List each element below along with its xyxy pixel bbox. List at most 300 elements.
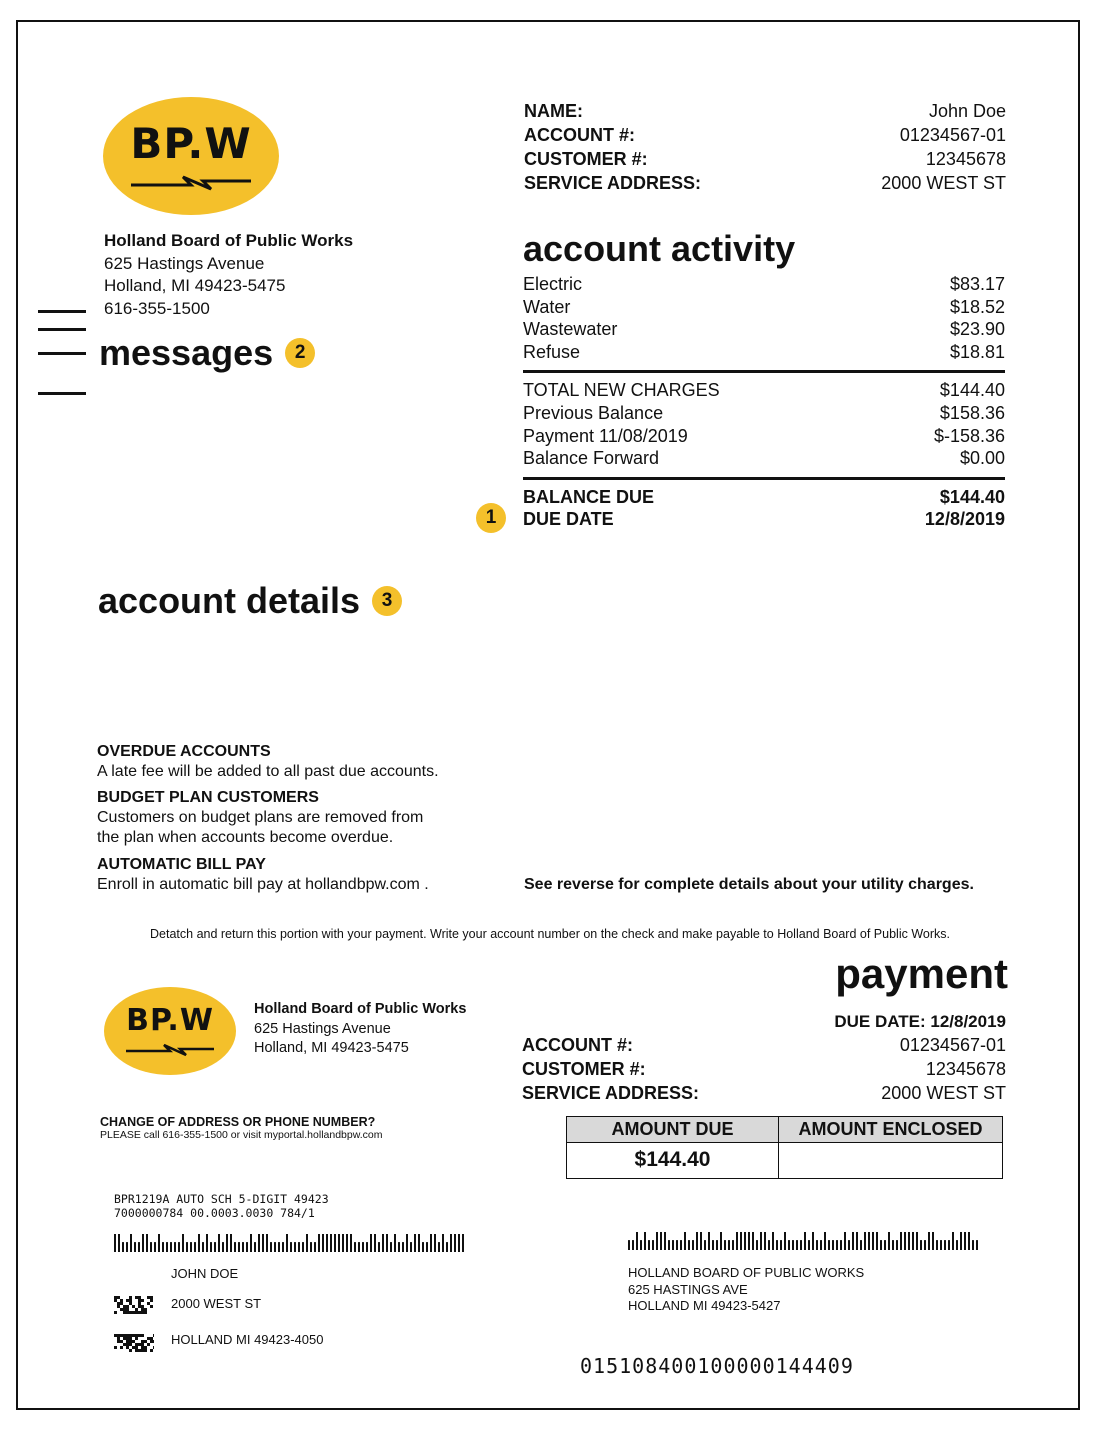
remit-address-line: HOLLAND MI 49423-5427 <box>628 1298 781 1313</box>
barcode-bar <box>402 1242 404 1252</box>
barcode-bar <box>246 1242 248 1252</box>
barcode-bar <box>628 1240 630 1250</box>
barcode-bar <box>202 1242 204 1252</box>
barcode-bar <box>864 1232 866 1250</box>
stub-account-info <box>522 1033 1006 1105</box>
autopay-text: Enroll in automatic bill pay at hollandbpw.com . <box>97 876 429 893</box>
account-details-title: account details <box>98 580 361 621</box>
qr-module <box>132 1340 135 1343</box>
barcode-bar <box>948 1240 950 1250</box>
qr-module <box>114 1299 117 1302</box>
barcode-bar <box>816 1240 818 1250</box>
barcode-bar <box>928 1232 930 1250</box>
barcode-bar <box>688 1240 690 1250</box>
stub-account-value: 01234567-01 <box>899 1035 1006 1055</box>
barcode-bar <box>880 1240 882 1250</box>
messages-section <box>99 332 315 374</box>
barcode-bar <box>840 1240 842 1250</box>
notes <box>97 742 517 895</box>
barcode-bar <box>446 1242 448 1252</box>
qr-module <box>135 1343 138 1346</box>
stub-info-row <box>522 1057 1006 1081</box>
barcode-bar <box>648 1240 650 1250</box>
barcode-bar <box>366 1242 368 1252</box>
sender-name: Holland Board of Public Works <box>104 231 354 250</box>
barcode-bar <box>462 1234 464 1252</box>
qr-module <box>123 1308 126 1311</box>
stub-sender-address <box>254 1000 466 1059</box>
barcode-bar <box>162 1242 164 1252</box>
qr-module <box>120 1299 123 1302</box>
qr-module <box>135 1337 138 1340</box>
ocr-scanline: 015108400100000144409 <box>580 1354 854 1378</box>
barcode-bar <box>892 1240 894 1250</box>
sender-street: 625 Hastings Avenue <box>104 253 265 273</box>
qr-module <box>144 1349 147 1352</box>
bpw-logo <box>103 97 279 215</box>
qr-module <box>138 1349 141 1352</box>
barcode-bar <box>414 1234 416 1252</box>
barcode-bar <box>876 1232 878 1250</box>
barcode-bar <box>238 1242 240 1252</box>
amount-due-value: $144.40 <box>634 1148 711 1171</box>
barcode-bar <box>736 1232 738 1250</box>
due-date-row <box>523 508 1005 531</box>
account-activity-title: account activity <box>523 228 796 269</box>
barcode-bar <box>406 1234 408 1252</box>
barcode-bar <box>374 1234 376 1252</box>
amount-due-cell <box>567 1117 779 1178</box>
badge-2: 2 <box>285 338 315 368</box>
qr-module <box>144 1340 147 1343</box>
barcode-bar <box>852 1232 854 1250</box>
barcode-bar <box>808 1240 810 1250</box>
barcode-bar <box>940 1240 942 1250</box>
qr-module <box>129 1340 132 1343</box>
barcode-bar <box>708 1232 710 1250</box>
barcode-bar <box>968 1232 970 1250</box>
barcode-bar <box>860 1240 862 1250</box>
customer-number-value: 12345678 <box>925 149 1006 169</box>
barcode-bar <box>672 1240 674 1250</box>
qr-module <box>141 1305 144 1308</box>
barcode-bar <box>114 1234 116 1252</box>
barcode-bar <box>768 1240 770 1250</box>
barcode-bar <box>756 1240 758 1250</box>
barcode-bar <box>178 1242 180 1252</box>
qr-module <box>114 1311 117 1314</box>
lightning-bolt-icon <box>104 987 236 1075</box>
see-reverse-note: See reverse for complete details about your utility charges. <box>524 876 974 893</box>
barcode-bar <box>644 1232 646 1250</box>
charge-amount: $18.52 <box>949 296 1005 317</box>
barcode-bar <box>118 1234 120 1252</box>
barcode-bar <box>418 1234 420 1252</box>
barcode-bar <box>780 1240 782 1250</box>
qr-module <box>123 1334 126 1337</box>
stub-info-row <box>522 1033 1006 1057</box>
qr-module <box>150 1299 153 1302</box>
barcode-bar <box>664 1232 666 1250</box>
barcode-bar <box>382 1234 384 1252</box>
barcode-bar <box>792 1240 794 1250</box>
barcode-bar <box>138 1242 140 1252</box>
mail-codes <box>114 1192 329 1220</box>
name-value: John Doe <box>928 101 1006 121</box>
qr-module <box>144 1308 147 1311</box>
barcode-bar <box>800 1240 802 1250</box>
qr-module <box>135 1296 138 1299</box>
mail-code-line: BPR1219A AUTO SCH 5-DIGIT 49423 <box>114 1192 329 1206</box>
barcode-bar <box>924 1240 926 1250</box>
change-of-address <box>100 1115 383 1141</box>
barcode-bar <box>270 1242 272 1252</box>
barcode-bar <box>326 1234 328 1252</box>
barcode-bar <box>174 1242 176 1252</box>
divider <box>523 370 1005 373</box>
barcode-bar <box>812 1232 814 1250</box>
barcode-bar <box>278 1242 280 1252</box>
barcode-bar <box>282 1242 284 1252</box>
account-info-row <box>524 147 1006 171</box>
barcode-bar <box>784 1232 786 1250</box>
barcode-bar <box>262 1234 264 1252</box>
barcode-bar <box>680 1240 682 1250</box>
qr-module <box>141 1299 144 1302</box>
qr-module <box>126 1308 129 1311</box>
badge-1: 1 <box>476 503 506 533</box>
remit-address <box>628 1265 864 1315</box>
barcode-bar <box>728 1240 730 1250</box>
service-address-label: SERVICE ADDRESS: <box>524 173 702 193</box>
barcode-bar <box>788 1240 790 1250</box>
charge-label: Refuse <box>523 341 581 362</box>
barcode-bar <box>378 1242 380 1252</box>
charge-amount: $18.81 <box>949 341 1005 362</box>
barcode-bar <box>210 1242 212 1252</box>
summary-amount: $0.00 <box>959 448 1005 469</box>
qr-module <box>141 1343 144 1346</box>
barcode-bar <box>134 1242 136 1252</box>
barcode-bar <box>748 1232 750 1250</box>
barcode-bar <box>740 1232 742 1250</box>
barcode-bar <box>454 1234 456 1252</box>
barcode-bar <box>386 1234 388 1252</box>
barcode-bar <box>936 1240 938 1250</box>
qr-module <box>138 1311 141 1314</box>
change-text: PLEASE call 616-355-1500 or visit myportal.hollandbpw.com <box>100 1129 383 1141</box>
barcode-bar <box>760 1232 762 1250</box>
barcode-bar <box>776 1240 778 1250</box>
qr-module <box>141 1308 144 1311</box>
qr-module <box>135 1349 138 1352</box>
qr-module <box>129 1311 132 1314</box>
barcode-bar <box>744 1232 746 1250</box>
barcode-bar <box>310 1242 312 1252</box>
qr-module <box>141 1340 144 1343</box>
barcode-bar <box>358 1242 360 1252</box>
qr-module <box>117 1302 120 1305</box>
customer-address-line: JOHN DOE <box>171 1266 239 1281</box>
qr-module <box>129 1302 132 1305</box>
barcode-bar <box>190 1242 192 1252</box>
qr-module <box>126 1337 129 1340</box>
barcode-bar <box>684 1232 686 1250</box>
barcode-bar <box>338 1234 340 1252</box>
barcode-bar <box>724 1240 726 1250</box>
qr-module <box>129 1343 132 1346</box>
barcode-bar <box>410 1242 412 1252</box>
charge-row <box>523 318 1005 341</box>
charge-amount: $83.17 <box>949 274 1005 294</box>
autopay-heading: AUTOMATIC BILL PAY <box>97 856 266 873</box>
qr-module <box>147 1302 150 1305</box>
barcode-bar <box>254 1242 256 1252</box>
stub-sender-name: Holland Board of Public Works <box>254 1001 467 1017</box>
barcode-bar <box>346 1234 348 1252</box>
qr-module <box>120 1340 123 1343</box>
qr-module <box>132 1305 135 1308</box>
qr-module <box>153 1346 154 1349</box>
barcode-bar <box>266 1234 268 1252</box>
barcode-bar <box>632 1240 634 1250</box>
barcode-bar <box>888 1232 890 1250</box>
barcode-bar <box>330 1234 332 1252</box>
sender-phone: 616-355-1500 <box>104 298 210 318</box>
barcode-bar <box>896 1240 898 1250</box>
qr-module <box>141 1349 144 1352</box>
barcode-bar <box>804 1232 806 1250</box>
barcode-bar <box>222 1242 224 1252</box>
summary-row <box>523 425 1005 448</box>
barcode-bar <box>182 1234 184 1252</box>
qr-module <box>138 1296 141 1299</box>
account-details-section <box>98 580 402 622</box>
barcode-bar <box>206 1234 208 1252</box>
due-date-value: 12/8/2019 <box>924 509 1005 530</box>
barcode-bar <box>920 1240 922 1250</box>
summary-row <box>523 379 1005 402</box>
barcode-bar <box>394 1234 396 1252</box>
barcode-bar <box>732 1240 734 1250</box>
barcode-bar <box>294 1242 296 1252</box>
barcode-bar <box>844 1232 846 1250</box>
stub-service-value: 2000 WEST ST <box>881 1083 1006 1103</box>
barcode-bar <box>636 1232 638 1250</box>
stub-bpw-logo-text: BP.W <box>126 1003 214 1038</box>
barcode-bar <box>660 1232 662 1250</box>
qr-module <box>141 1334 144 1337</box>
barcode-bar <box>234 1242 236 1252</box>
qr-module <box>126 1340 129 1343</box>
barcode-bar <box>656 1232 658 1250</box>
remit-address-line: HOLLAND BOARD OF PUBLIC WORKS <box>628 1265 865 1280</box>
barcode-bar <box>652 1240 654 1250</box>
qr-module <box>129 1299 132 1302</box>
barcode-bar <box>956 1240 958 1250</box>
account-info-row <box>524 123 1006 147</box>
barcode-bar <box>274 1242 276 1252</box>
stub-due-date: DUE DATE: 12/8/2019 <box>834 1012 1006 1031</box>
charge-row <box>523 296 1005 319</box>
barcode-bar <box>820 1240 822 1250</box>
barcode-bar <box>868 1232 870 1250</box>
balance-due-label: BALANCE DUE <box>523 486 655 507</box>
barcode-bar <box>298 1242 300 1252</box>
barcode-bar <box>226 1234 228 1252</box>
qr-module <box>120 1346 123 1349</box>
barcode-bar <box>908 1232 910 1250</box>
qr-module <box>129 1349 132 1352</box>
charge-label: Electric <box>523 274 583 294</box>
due-date-label: DUE DATE <box>523 509 614 530</box>
barcode-bar <box>450 1234 452 1252</box>
qr-module <box>120 1302 123 1305</box>
barcode-bar <box>362 1242 364 1252</box>
barcode-bar <box>142 1234 144 1252</box>
barcode-bar <box>976 1240 978 1250</box>
barcode-bar <box>150 1242 152 1252</box>
charge-label: Wastewater <box>523 319 618 340</box>
barcode-bar <box>166 1242 168 1252</box>
barcode-bar <box>306 1234 308 1252</box>
qr-module <box>126 1343 129 1346</box>
qr-module <box>138 1305 141 1308</box>
barcode-bar <box>146 1234 148 1252</box>
barcode-bar <box>772 1232 774 1250</box>
qr-module <box>138 1302 141 1305</box>
qr-module <box>126 1346 129 1349</box>
menu-icon[interactable] <box>38 310 86 400</box>
qr-module <box>117 1305 120 1308</box>
amount-enclosed-cell[interactable] <box>779 1117 1002 1178</box>
summary-label: TOTAL NEW CHARGES <box>523 380 720 401</box>
barcode-bar <box>872 1232 874 1250</box>
barcode-bar <box>438 1242 440 1252</box>
barcode-bar <box>342 1234 344 1252</box>
barcode-bar <box>422 1242 424 1252</box>
barcode-bar <box>752 1232 754 1250</box>
qr-code-icon <box>114 1296 154 1314</box>
qr-module <box>138 1299 141 1302</box>
badge-3: 3 <box>372 586 402 616</box>
barcode-bar <box>122 1242 124 1252</box>
overdue-text: A late fee will be added to all past due accounts. <box>97 763 439 780</box>
qr-module <box>123 1337 126 1340</box>
budget-text: the plan when accounts become overdue. <box>97 829 394 846</box>
qr-module <box>144 1346 147 1349</box>
summary-label: Balance Forward <box>523 448 660 469</box>
barcode-bar <box>458 1234 460 1252</box>
stub-customer-label: CUSTOMER #: <box>522 1059 646 1079</box>
barcode-bar <box>170 1242 172 1252</box>
overdue-heading: OVERDUE ACCOUNTS <box>97 743 271 760</box>
account-number-label: ACCOUNT #: <box>524 125 635 145</box>
summary-amount: $144.40 <box>939 380 1005 401</box>
qr-module <box>129 1334 132 1337</box>
stub-service-label: SERVICE ADDRESS: <box>522 1083 700 1103</box>
barcode-bar <box>398 1242 400 1252</box>
account-info-row <box>524 99 1006 123</box>
qr-module <box>117 1337 120 1340</box>
barcode-bar <box>130 1234 132 1252</box>
barcode-bar <box>258 1234 260 1252</box>
barcode-bar <box>692 1240 694 1250</box>
qr-module <box>150 1296 153 1299</box>
barcode-bar <box>318 1234 320 1252</box>
charge-label: Water <box>523 296 571 317</box>
barcode-bar <box>856 1232 858 1250</box>
barcode-bar <box>704 1240 706 1250</box>
qr-module <box>123 1311 126 1314</box>
qr-module <box>129 1337 132 1340</box>
messages-title: messages <box>99 332 274 373</box>
barcode-bar <box>952 1232 954 1250</box>
qr-module <box>132 1346 135 1349</box>
budget-heading: BUDGET PLAN CUSTOMERS <box>97 789 319 806</box>
amount-box <box>566 1116 1003 1179</box>
barcode-bar <box>900 1232 902 1250</box>
account-activity <box>523 273 1005 531</box>
qr-module <box>141 1346 144 1349</box>
amount-enclosed-label: AMOUNT ENCLOSED <box>779 1117 1002 1143</box>
qr-module <box>147 1296 150 1299</box>
charge-row <box>523 273 1005 296</box>
qr-module <box>141 1311 144 1314</box>
barcode-bar <box>796 1240 798 1250</box>
barcode-bar <box>964 1232 966 1250</box>
customer-address-line: 2000 WEST ST <box>171 1296 262 1311</box>
stub-sender-city: Holland, MI 49423-5475 <box>254 1040 409 1056</box>
sender-city: Holland, MI 49423-5475 <box>104 276 286 295</box>
summary-row <box>523 447 1005 470</box>
barcode-bar <box>242 1242 244 1252</box>
qr-module <box>135 1334 138 1337</box>
barcode-bar <box>960 1232 962 1250</box>
barcode-bar <box>426 1242 428 1252</box>
barcode-bar <box>194 1242 196 1252</box>
qr-module <box>132 1334 135 1337</box>
qr-code-icon <box>114 1334 154 1352</box>
postal-barcode-customer <box>114 1234 466 1252</box>
barcode-bar <box>390 1242 392 1252</box>
qr-module <box>123 1343 126 1346</box>
budget-text: Customers on budget plans are removed from <box>97 809 424 826</box>
barcode-bar <box>350 1234 352 1252</box>
qr-module <box>126 1311 129 1314</box>
qr-module <box>114 1346 117 1349</box>
divider <box>523 477 1005 480</box>
barcode-bar <box>218 1234 220 1252</box>
qr-module <box>117 1334 120 1337</box>
summary-amount: $-158.36 <box>933 425 1005 446</box>
barcode-bar <box>912 1232 914 1250</box>
qr-module <box>135 1311 138 1314</box>
stub-customer-value: 12345678 <box>925 1059 1006 1079</box>
qr-module <box>135 1308 138 1311</box>
barcode-bar <box>442 1234 444 1252</box>
qr-module <box>150 1337 153 1340</box>
postal-barcode-remit <box>628 1232 980 1250</box>
barcode-bar <box>154 1242 156 1252</box>
payment-title: payment <box>835 950 1008 997</box>
qr-module <box>144 1311 147 1314</box>
account-info-row <box>524 171 1006 195</box>
qr-module <box>132 1311 135 1314</box>
barcode-bar <box>186 1242 188 1252</box>
barcode-bar <box>696 1232 698 1250</box>
barcode-bar <box>290 1242 292 1252</box>
